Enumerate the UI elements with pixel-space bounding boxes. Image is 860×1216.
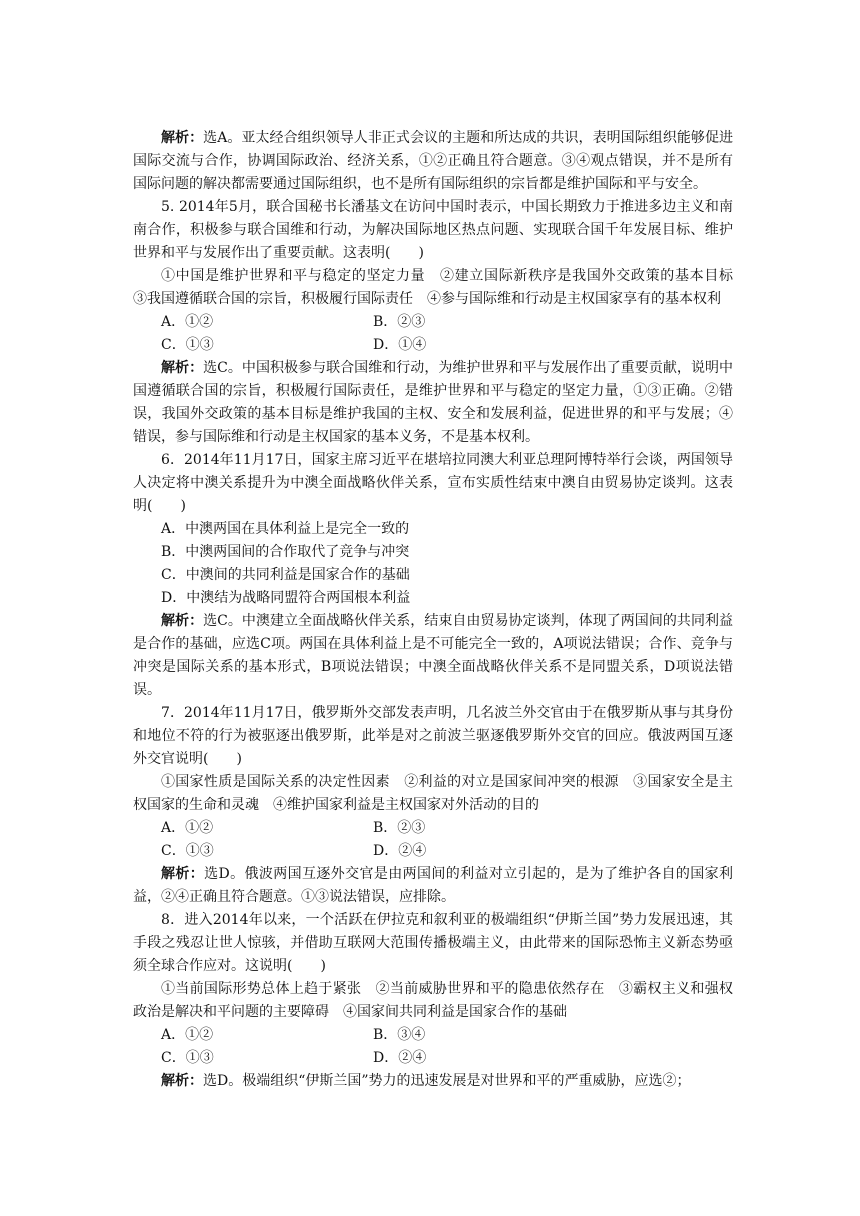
question-5-statements: ①中国是维护世界和平与稳定的坚定力量 ②建立国际新秩序是我国外交政策的基本目标 ③我国遵循联合国的宗旨，积极履行国际责任 ④参与国际维和行动是主权国家享有的基本权利 <box>133 268 747 307</box>
option-row <box>161 840 733 863</box>
option-a: A．①② <box>161 1027 214 1043</box>
question-8-statements: ①当前国际形势总体上趋于紧张 ②当前威胁世界和平的隐患依然存在 ③霸权主义和强权政治是解决和平问题的主要障碍 ④国家间共同利益是国家合作的基础 <box>133 981 733 1020</box>
analysis-label: 解析： <box>161 1073 203 1089</box>
analysis-text: 选D。俄波两国互逐外交官是由两国间的利益对立引起的，是为了维护各自的国家利益，②④正确且符合题意。①③说法错误，应排除。 <box>133 866 733 905</box>
option-c: C．①③ <box>161 1050 214 1066</box>
question-8: 8．进入2014年以来，一个活跃在伊拉克和叙利亚的极端组织“伊斯兰国”势力发展迅速，其手段之残忍让世人惊骇，并借助互联网大范围传播极端主义，由此带来的国际恐怖主义新态势亟须全球合作应对。这说明( ) <box>133 912 733 974</box>
option-row <box>161 311 733 334</box>
analysis-paragraph <box>133 127 733 196</box>
option-c: C．①③ <box>161 337 214 353</box>
question-7: 7．2014年11月17日，俄罗斯外交部发表声明，几名波兰外交官由于在俄罗斯从事与其身份和地位不符的行为被驱逐出俄罗斯，此举是对之前波兰驱逐俄罗斯外交官的回应。俄波两国互逐外交官说明( ) <box>133 705 733 767</box>
analysis-text: 选C。中澳建立全面战略伙伴关系，结束自由贸易协定谈判，体现了两国间的共同利益是合作的基础，应选C项。两国在具体利益上是不可能完全一致的，A项说法错误；合作、竞争与冲突是国际关系的基本形式，B项说法错误；中澳全面战略伙伴关系不是同盟关系，D项说法错误。 <box>133 613 734 698</box>
question-5: 5. 2014年5月，联合国秘书长潘基文在访问中国时表示，中国长期致力于推进多边主义和南南合作，积极参与联合国维和行动，为解决国际地区热点问题、实现联合国千年发展目标、维护世界和平与发展作出了重要贡献。这表明( ) <box>133 199 733 261</box>
document-body <box>133 127 747 1093</box>
question-8-options <box>133 1024 733 1070</box>
option-a: A．中澳两国在具体利益上是完全一致的 <box>161 521 410 537</box>
analysis-text: 选A。亚太经合组织领导人非正式会议的主题和所达成的共识，表明国际组织能够促进国际交流与合作，协调国际政治、经济关系，①②正确且符合题意。③④观点错误，并不是所有国际问题的解决都需要通过国际组织，也不是所有国际组织的宗旨都是维护国际和平与安全。 <box>133 130 734 192</box>
analysis-label: 解析： <box>161 360 204 376</box>
option-b: B．中澳两国间的合作取代了竞争与冲突 <box>161 544 410 560</box>
question-7-statements: ①国家性质是国际关系的决定性因素 ②利益的对立是国家间冲突的根源 ③国家安全是主权国家的生命和灵魂 ④维护国家利益是主权国家对外活动的目的 <box>133 774 733 813</box>
option-b: B．②③ <box>373 820 426 836</box>
analysis-text: 选C。中国积极参与联合国维和行动，为维护世界和平与发展作出了重要贡献，说明中国遵循联合国的宗旨，积极履行国际责任，是维护世界和平与稳定的坚定力量，①③正确。②错误，我国外交政策的基本目标是维护我国的主权、安全和发展利益，促进世界的和平与发展；④错误，参与国际维和行动是主权国家的基本义务，不是基本权利。 <box>133 360 734 445</box>
question-7-options <box>133 817 733 863</box>
option-b: B．②③ <box>373 314 426 330</box>
option-c: C．①③ <box>161 843 214 859</box>
option-b: B．③④ <box>373 1027 426 1043</box>
analysis-paragraph <box>133 357 733 449</box>
option-row <box>161 1047 733 1070</box>
option-a: A．①② <box>161 820 214 836</box>
analysis-text: 选D。极端组织“伊斯兰国”势力的迅速发展是对世界和平的严重威胁，应选②； <box>203 1073 691 1089</box>
analysis-paragraph <box>133 610 733 702</box>
option-d: D．中澳结为战略同盟符合两国根本利益 <box>161 590 411 606</box>
analysis-paragraph <box>133 863 733 909</box>
option-d: D．②④ <box>373 1050 427 1066</box>
question-5-options <box>133 311 733 357</box>
option-row <box>161 1024 733 1047</box>
option-a: A．①② <box>161 314 214 330</box>
question-6: 6．2014年11月17日，国家主席习近平在堪培拉同澳大利亚总理阿博特举行会谈，两国领导人决定将中澳关系提升为中澳全面战略伙伴关系，宣布实质性结束中澳自由贸易协定谈判。这表明( ) <box>133 452 733 514</box>
analysis-label: 解析： <box>161 866 205 882</box>
analysis-label: 解析： <box>161 613 204 629</box>
option-row <box>161 334 733 357</box>
option-row <box>161 817 733 840</box>
option-c: C．中澳间的共同利益是国家合作的基础 <box>161 567 410 583</box>
analysis-paragraph <box>133 1070 733 1093</box>
option-d: D．②④ <box>373 843 427 859</box>
analysis-label: 解析： <box>161 130 204 146</box>
option-d: D．①④ <box>373 337 427 353</box>
